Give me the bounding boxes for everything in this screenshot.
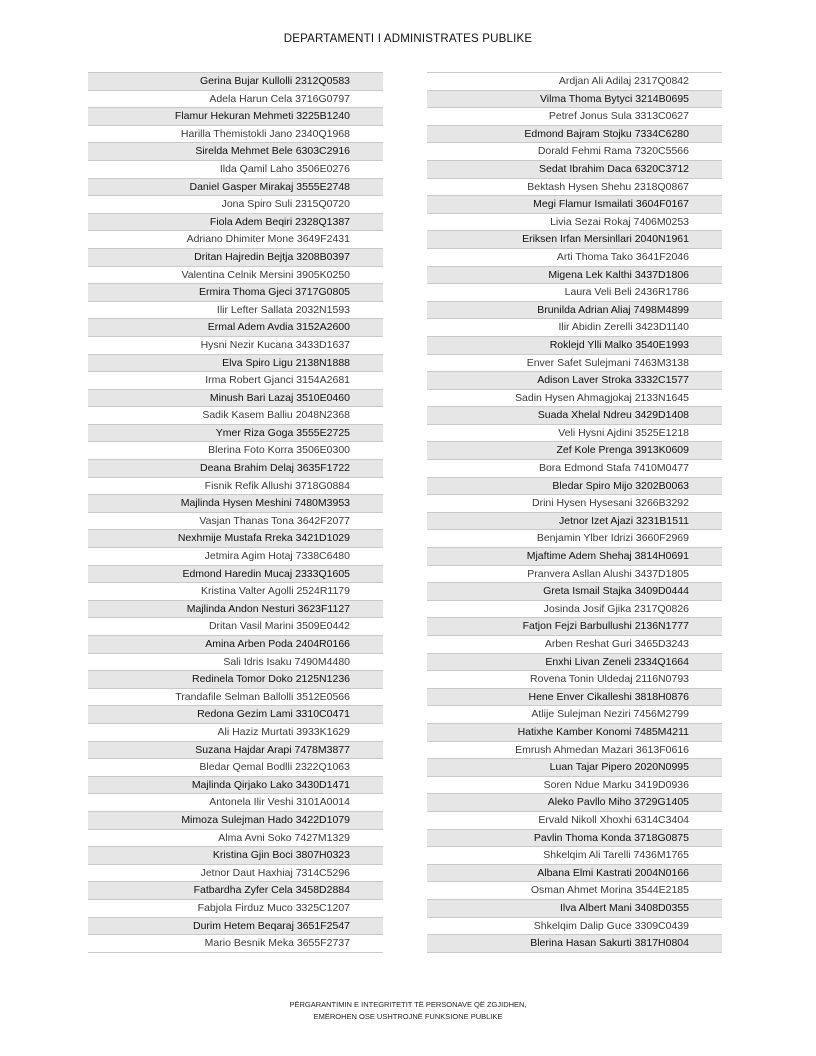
name-row: Fatjon Fejzi Barbullushi 2136N1777: [427, 618, 722, 636]
name-row: Mario Besnik Meka 3655F2737: [88, 935, 383, 953]
name-row: Blerina Foto Korra 3506E0300: [88, 442, 383, 460]
name-row: Deana Brahim Delaj 3635F1722: [88, 460, 383, 478]
left-name-column: [88, 72, 383, 953]
name-row: Benjamin Ylber Idrizi 3660F2969: [427, 530, 722, 548]
name-row: Redinela Tomor Doko 2125N1236: [88, 671, 383, 689]
name-row: Durim Hetem Beqaraj 3651F2547: [88, 918, 383, 936]
name-row: Pavlin Thoma Konda 3718G0875: [427, 830, 722, 848]
name-row: Arti Thoma Tako 3641F2046: [427, 249, 722, 267]
name-row: Elva Spiro Ligu 2138N1888: [88, 355, 383, 373]
name-row: Shkelqim Dalip Guce 3309C0439: [427, 918, 722, 936]
name-row: Gerina Bujar Kullolli 2312Q0583: [88, 73, 383, 91]
name-row: Majlinda Qirjako Lako 3430D1471: [88, 777, 383, 795]
name-row: Petref Jonus Sula 3313C0627: [427, 108, 722, 126]
name-row: Eriksen Irfan Mersinllari 2040N1961: [427, 231, 722, 249]
name-row: Luan Tajar Pipero 2020N0995: [427, 759, 722, 777]
name-row: Veli Hysni Ajdini 3525E1218: [427, 425, 722, 443]
page-footer: [0, 999, 816, 1023]
name-row: Majlinda Andon Nesturi 3623F1127: [88, 601, 383, 619]
name-row: Valentina Celnik Mersini 3905K0250: [88, 267, 383, 285]
name-row: Osman Ahmet Morina 3544E2185: [427, 882, 722, 900]
name-row: Pranvera Asllan Alushi 3437D1805: [427, 566, 722, 584]
name-row: Kristina Gjin Boci 3807H0323: [88, 847, 383, 865]
name-row: Jetnor Daut Haxhiaj 7314C5296: [88, 865, 383, 883]
name-row: Adela Harun Cela 3716G0797: [88, 91, 383, 109]
name-row: Bledar Qemal Bodlli 2322Q1063: [88, 759, 383, 777]
name-row: Hatixhe Kamber Konomi 7485M4211: [427, 724, 722, 742]
name-row: Hysni Nezir Kucana 3433D1637: [88, 337, 383, 355]
name-row: Majlinda Hysen Meshini 7480M3953: [88, 495, 383, 513]
name-row: Kristina Valter Agolli 2524R1179: [88, 583, 383, 601]
name-row: Arben Reshat Guri 3465D3243: [427, 636, 722, 654]
name-row: Adriano Dhimiter Mone 3649F2431: [88, 231, 383, 249]
name-row: Brunilda Adrian Aliaj 7498M4899: [427, 302, 722, 320]
name-row: Edmond Bajram Stojku 7334C6280: [427, 126, 722, 144]
name-row: Ermira Thoma Gjeci 3717G0805: [88, 284, 383, 302]
name-row: Shkelqim Ali Tarelli 7436M1765: [427, 847, 722, 865]
footer-line-1: PËRGARANTIMIN E INTEGRITETIT TË PERSONAVE QË ZGJIDHEN,: [289, 1000, 527, 1009]
name-row: Migena Lek Kalthi 3437D1806: [427, 267, 722, 285]
name-row: Roklejd Ylli Malko 3540E1993: [427, 337, 722, 355]
name-row: Jetmira Agim Hotaj 7338C6480: [88, 548, 383, 566]
name-row: Alma Avni Soko 7427M1329: [88, 830, 383, 848]
name-row: Albana Elmi Kastrati 2004N0166: [427, 865, 722, 883]
name-row: Laura Veli Beli 2436R1786: [427, 284, 722, 302]
name-row: Aleko Pavllo Miho 3729G1405: [427, 794, 722, 812]
name-row: Atlije Sulejman Neziri 7456M2799: [427, 706, 722, 724]
name-row: Suzana Hajdar Arapi 7478M3877: [88, 742, 383, 760]
name-row: Ilda Qamil Laho 3506E0276: [88, 161, 383, 179]
name-row: Daniel Gasper Mirakaj 3555E2748: [88, 179, 383, 197]
name-row: Mimoza Sulejman Hado 3422D1079: [88, 812, 383, 830]
name-row: Livia Sezai Rokaj 7406M0253: [427, 214, 722, 232]
name-row: Redona Gezim Lami 3310C0471: [88, 706, 383, 724]
name-row: Nexhmije Mustafa Rreka 3421D1029: [88, 530, 383, 548]
name-row: Sadin Hysen Ahmagjokaj 2133N1645: [427, 390, 722, 408]
name-row: Fisnik Refik Allushi 3718G0884: [88, 478, 383, 496]
name-row: Bledar Spiro Mijo 3202B0063: [427, 478, 722, 496]
name-row: Bora Edmond Stafa 7410M0477: [427, 460, 722, 478]
name-row: Ervald Nikoll Xhoxhi 6314C3404: [427, 812, 722, 830]
name-row: Josinda Josif Gjika 2317Q0826: [427, 601, 722, 619]
name-row: Harilla Themistokli Jano 2340Q1968: [88, 126, 383, 144]
name-row: Adison Laver Stroka 3332C1577: [427, 372, 722, 390]
name-row: Irma Robert Gjanci 3154A2681: [88, 372, 383, 390]
name-row: Jetnor Izet Ajazi 3231B1511: [427, 513, 722, 531]
name-row: Suada Xhelal Ndreu 3429D1408: [427, 407, 722, 425]
name-row: Trandafile Selman Ballolli 3512E0566: [88, 689, 383, 707]
name-row: Sadik Kasem Balliu 2048N2368: [88, 407, 383, 425]
name-row: Emrush Ahmedan Mazari 3613F0616: [427, 742, 722, 760]
name-row: Rovena Tonin Uldedaj 2116N0793: [427, 671, 722, 689]
name-row: Fiola Adem Beqiri 2328Q1387: [88, 214, 383, 232]
name-row: Vasjan Thanas Tona 3642F2077: [88, 513, 383, 531]
name-row: Sali Idris Isaku 7490M4480: [88, 654, 383, 672]
name-row: Ermal Adem Avdia 3152A2600: [88, 319, 383, 337]
name-row: Antonela Ilir Veshi 3101A0014: [88, 794, 383, 812]
footer-line-2: EMËROHEN OSE USHTROJNË FUNKSIONE PUBLIKE: [313, 1012, 503, 1021]
name-row: Soren Ndue Marku 3419D0936: [427, 777, 722, 795]
name-row: Greta Ismail Stajka 3409D0444: [427, 583, 722, 601]
name-row: Sedat Ibrahim Daca 6320C3712: [427, 161, 722, 179]
name-row: Jona Spiro Suli 2315Q0720: [88, 196, 383, 214]
name-row: Vilma Thoma Bytyci 3214B0695: [427, 91, 722, 109]
name-row: Enver Safet Sulejmani 7463M3138: [427, 355, 722, 373]
name-row: Fabjola Firduz Muco 3325C1207: [88, 900, 383, 918]
name-row: Bektash Hysen Shehu 2318Q0867: [427, 179, 722, 197]
name-row: Megi Flamur Ismailati 3604F0167: [427, 196, 722, 214]
name-row: Ymer Riza Goga 3555E2725: [88, 425, 383, 443]
name-row: Dritan Hajredin Bejtja 3208B0397: [88, 249, 383, 267]
right-name-column: [427, 72, 722, 953]
name-row: Flamur Hekuran Mehmeti 3225B1240: [88, 108, 383, 126]
name-row: Drini Hysen Hysesani 3266B3292: [427, 495, 722, 513]
name-row: Ilir Abidin Zerelli 3423D1140: [427, 319, 722, 337]
name-row: Sirelda Mehmet Bele 6303C2916: [88, 143, 383, 161]
name-row: Ilir Lefter Sallata 2032N1593: [88, 302, 383, 320]
name-row: Dorald Fehmi Rama 7320C5566: [427, 143, 722, 161]
name-row: Edmond Haredin Mucaj 2333Q1605: [88, 566, 383, 584]
name-row: Ilva Albert Mani 3408D0355: [427, 900, 722, 918]
name-row: Zef Kole Prenga 3913K0609: [427, 442, 722, 460]
name-row: Fatbardha Zyfer Cela 3458D2884: [88, 882, 383, 900]
name-row: Dritan Vasil Marini 3509E0442: [88, 618, 383, 636]
name-row: Mjaftime Adem Shehaj 3814H0691: [427, 548, 722, 566]
name-row: Amina Arben Poda 2404R0166: [88, 636, 383, 654]
page-title: DEPARTAMENTI I ADMINISTRATES PUBLIKE: [283, 33, 533, 45]
name-row: Hene Enver Cikalleshi 3818H0876: [427, 689, 722, 707]
name-row: Blerina Hasan Sakurti 3817H0804: [427, 935, 722, 953]
name-row: Minush Bari Lazaj 3510E0460: [88, 390, 383, 408]
name-row: Ali Haziz Murtati 3933K1629: [88, 724, 383, 742]
name-row: Enxhi Livan Zeneli 2334Q1664: [427, 654, 722, 672]
name-row: Ardjan Ali Adilaj 2317Q0842: [427, 73, 722, 91]
